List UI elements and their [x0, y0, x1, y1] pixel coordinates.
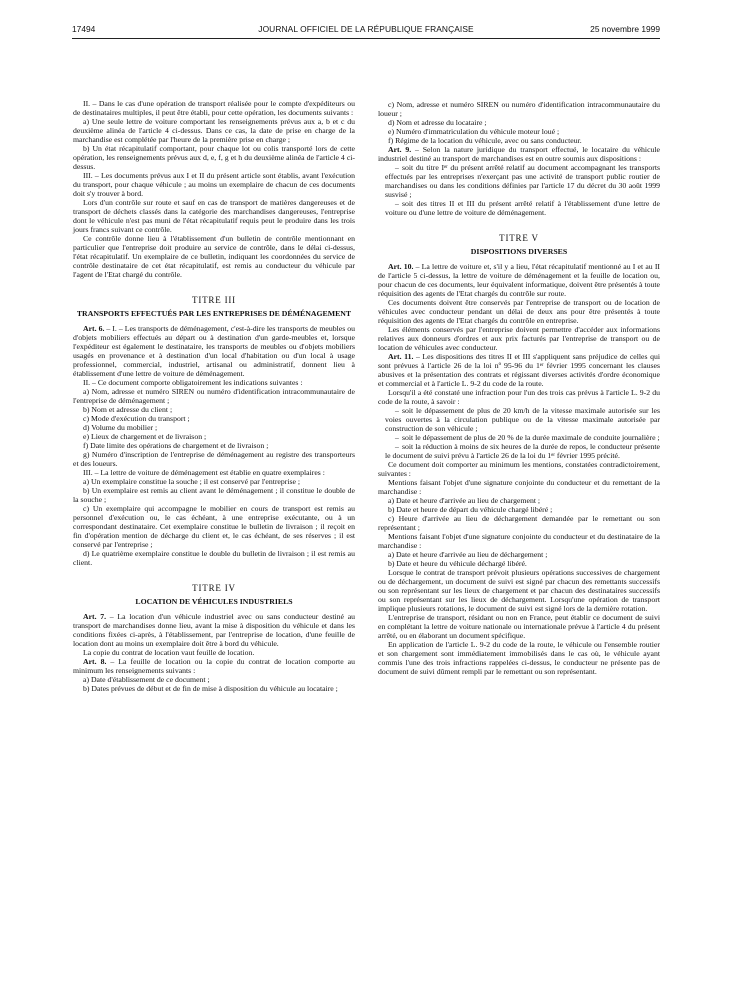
article-paragraph [73, 657, 355, 675]
article-paragraph [73, 324, 355, 378]
list-item: c) Nom, adresse et numéro SIREN ou numéro d'identification intracommunautaire du loueur ; [378, 100, 660, 118]
paragraph: Lors d'un contrôle sur route et sauf en cas de transport de matières dangereuses et de transport de déchets classés dans la catégorie des marchandises dangereuses, l'entreprise dont le véhicule n'est pas muni de l'état récapitulatif requis peut le produire dans les trois jours francs suivant ce contrôle. [73, 198, 355, 234]
list-item: d) Nom et adresse du locataire ; [388, 118, 487, 127]
section-title: TITRE V [499, 233, 539, 243]
paragraph: Mentions faisant l'objet d'une signature conjointe du conducteur et du remettant de la marchandise : [378, 478, 660, 496]
paragraph: II. – Dans le cas d'une opération de transport réalisée pour le compte d'expéditeurs ou de destinataires multiples, il peut être établi, pour cette opération, les documents suivants : [73, 99, 355, 117]
paragraph: Ce contrôle donne lieu à l'établissement d'un bulletin de contrôle mentionnant en particulier que l'entreprise doit produire au service de contrôle, dans le délai ci-dessus, l'état récapitulatif. Un exemplaire de ce bulletin, indiquant les coordonnées du service de contrôle destinataire de cet état récapitulatif, est remis au conducteur du véhicule par l'agent de l'Etat chargé du contrôle. [73, 234, 355, 279]
dash-marker: – [395, 163, 399, 172]
list-item: a) Date et heure d'arrivée au lieu de déchargement ; [388, 550, 548, 559]
list-item: f) Date limite des opérations de chargement et de livraison ; [83, 441, 269, 450]
list-item: b) Date et heure de départ du véhicule chargé libéré ; [388, 505, 553, 514]
article-label: Art. 6. [83, 324, 105, 333]
section-title: TITRE III [192, 295, 236, 305]
paragraph: Les éléments conservés par l'entreprise doivent permettre d'accéder aux informations relatives aux donneurs d'ordres et aux prix facturés par l'entreprise de transport ou de location de véhicules avec conducteur. [378, 325, 660, 352]
list-item: c) Un exemplaire qui accompagne le mobilier en cours de transport est remis au personnel d'exécution ou, le cas échéant, à une entreprise exécutante, ou à un correspondant destinataire. Cet exemplaire constitue le bulletin de livraison ; il reçoit en fin d'opération mention de décharge du client et, le cas échéant, de ses réserves ; il est conservé par l'entreprise ; [73, 504, 355, 549]
list-item: c) Heure d'arrivée au lieu de déchargement demandée par le remettant ou son représentant ; [378, 514, 660, 532]
left-column [73, 99, 355, 693]
list-item: a) Date et heure d'arrivée au lieu de chargement ; [388, 496, 541, 505]
issue-date: 25 novembre 1999 [590, 24, 660, 34]
list-item: e) Lieux de chargement et de livraison ; [83, 432, 207, 441]
article-text: – I. – Les transports de déménagement, c'est-à-dire les transports de meubles ou d'objets mobiliers effectués au départ ou à destination d'un garde-meubles et, lorsque l'expéditeur est également le destinataire, les transports de meubles ou d'objets mobiliers usagés en provenance et à destination d'un local d'habitation ou d'un local à usage professionnel, commercial, industriel, artisanal ou administratif, donnent lieu à établissement d'une lettre de voiture de déménagement. [73, 324, 355, 378]
dash-item [378, 163, 660, 199]
paragraph: Ce document doit comporter au minimum les mentions, constatées contradictoirement, suivantes : [378, 460, 660, 478]
list-item: b) Un exemplaire est remis au client avant le déménagement ; il constitue le double de la souche ; [73, 486, 355, 504]
dash-text: soit le dépassement de plus de 20 km/h de la vitesse maximale autorisée sur les voies ouvertes à la circulation publique ou de la vitesse maximale autorisée par construction de son véhicule ; [385, 406, 660, 433]
article-text: – Selon la nature juridique du transport effectué, le locataire du véhicule industriel destiné au transport de marchandises est en outre soumis aux dispositions : [378, 145, 660, 163]
list-item: g) Numéro d'inscription de l'entreprise de déménagement au registre des transporteurs et des loueurs. [73, 450, 355, 468]
article-paragraph [378, 262, 660, 298]
dash-item [378, 433, 660, 442]
dash-item [378, 406, 660, 433]
article-text: – La feuille de location ou la copie du contrat de location comporte au minimum les renseignements suivants : [73, 657, 355, 675]
article-text: – La location d'un véhicule industriel avec ou sans conducteur destiné au transport de marchandises donne lieu, avant la mise à disposition du véhicule et dans les conditions fixées ci-après, à l'établissement, par l'entreprise de location, d'une feuille de location dont au moins un exemplaire doit être à bord du véhicule. [73, 612, 356, 648]
article-paragraph [378, 352, 660, 388]
dash-text: soit le dépassement de plus de 20 % de la durée maximale de conduite journalière ; [402, 433, 660, 442]
dash-marker: – [395, 199, 399, 208]
article-label: Art. 7. [83, 612, 107, 621]
section-subtitle: TRANSPORTS EFFECTUÉS PAR LES ENTREPRISES DE DÉMÉNAGEMENT [76, 309, 352, 318]
article-label: Art. 8. [83, 657, 107, 666]
paragraph: Lorsqu'il a été constaté une infraction pour l'un des trois cas prévus à l'article L. 9-2 du code de la route, à savoir : [378, 388, 660, 406]
dash-marker: – [395, 442, 399, 451]
section-title: TITRE IV [192, 583, 236, 593]
paragraph: Mentions faisant l'objet d'une signature conjointe du conducteur et du destinataire de la marchandise : [378, 532, 660, 550]
dash-text: soit des titres II et III du présent arrêté relatif à l'établissement d'une lettre de voiture ou d'une lettre de voiture de déménagement. [385, 199, 660, 217]
list-item: d) Volume du mobilier ; [83, 423, 158, 432]
page-header [72, 24, 660, 39]
article-text: – La lettre de voiture et, s'il y a lieu, l'état récapitulatif mentionné au I et au II de l'article 5 ci-dessus, la lettre de voiture de déménagement et la feuille de location ou, pour chacun de ces documents, leur équivalent informatique, doivent être présentés à toute réquisition des agents de l'Etat chargés du contrôle sur route. [378, 262, 660, 298]
paragraph: La copie du contrat de location vaut feuille de location. [83, 648, 255, 657]
list-item: d) Le quatrième exemplaire constitue le double du bulletin de livraison ; il est remis au client. [73, 549, 355, 567]
list-item: a) Un exemplaire constitue la souche ; il est conservé par l'entreprise ; [83, 477, 301, 486]
paragraph: a) Une seule lettre de voiture comportant les renseignements prévus aux a, b et c du deuxième alinéa de l'article 4 ci-dessus. Dans ce cas, la date de prise en charge de la marchandise est complétée par l'heure de la première prise en charge ; [73, 117, 355, 144]
section-subtitle: LOCATION DE VÉHICULES INDUSTRIELS [135, 597, 293, 606]
paragraph: En application de l'article L. 9-2 du code de la route, le véhicule ou l'ensemble routier et son chargement sont immédiatement immobilisés dans le cas où, le véhicule ayant commis l'une des trois infractions rappelées ci-dessus, le conducteur ne présente pas de document de suivi dûment rempli par le remettant ou son représentant. [378, 640, 660, 676]
article-text: – Les dispositions des titres II et III s'appliquent sans préjudice de celles qui sont prévues à l'article 26 de la loi nº 95-96 du 1ᵉʳ février 1995 concernant les clauses abusives et la présentation des contrats et régissant diverses activités d'ordre économique et commercial et à l'article L. 9-2 du code de la route. [378, 352, 660, 388]
dash-text: soit du titre Iᵉʳ du présent arrêté relatif au document accompagnant les transports effectués par les entreprises n'exerçant pas une activité de transport public routier de marchandises ou dans les conditions définies par l'article 17 du décret du 30 août 1999 susvisé ; [385, 163, 660, 199]
section-subtitle: DISPOSITIONS DIVERSES [470, 247, 568, 256]
list-item: f) Régime de la location du véhicule, avec ou sans conducteur. [388, 136, 582, 145]
dash-marker: – [395, 406, 399, 415]
list-item: b) Nom et adresse du client ; [83, 405, 173, 414]
paragraph: Lorsque le contrat de transport prévoit plusieurs opérations successives de chargement ou de déchargement, un document de suivi est signé par chacun des remettants successifs ou son représentant sur les lieux de chargement et par chacun des destinataires successifs ou son représentant sur les lieux de déchargement. Lorsqu'une opération de transport implique plusieurs rotations, le document de suivi est signé lors de la dernière rotation. [378, 568, 660, 613]
journal-title: JOURNAL OFFICIEL DE LA RÉPUBLIQUE FRANÇAISE [258, 24, 474, 34]
list-item: a) Date d'établissement de ce document ; [83, 675, 210, 684]
list-item: b) Date et heure du véhicule déchargé libéré. [388, 559, 527, 568]
paragraph: II. – Ce document comporte obligatoirement les indications suivantes : [83, 378, 303, 387]
dash-text: soit la réduction à moins de six heures de la durée de repos, le conducteur présente le document de suivi prévu à l'article 26 de la loi du 1ᵉʳ février 1995 précité. [385, 442, 660, 460]
paragraph: b) Un état récapitulatif comportant, pour chaque lot ou colis transporté lors de cette opération, les renseignements prévus aux d, e, f, g et h du deuxième alinéa de l'article 4 ci-dessus. [73, 144, 355, 171]
dash-marker: – [395, 433, 399, 442]
right-column [378, 100, 660, 676]
paragraph: L'entreprise de transport, résidant ou non en France, peut établir ce document de suivi en complétant la lettre de voiture nationale ou internationale prévue à l'article 4 du présent arrêté, ou en élaborant un document spécifique. [378, 613, 660, 640]
dash-item [378, 442, 660, 460]
article-label: Art. 9. [388, 145, 412, 154]
paragraph: Ces documents doivent être conservés par l'entreprise de transport ou de location de véhicules avec conducteur pendant un délai de deux ans pour être présentés à toute réquisition des agents de l'Etat chargés du contrôle en entreprise. [378, 298, 660, 325]
list-item: a) Nom, adresse et numéro SIREN ou numéro d'identification intracommunautaire de l'entreprise de déménagement ; [73, 387, 355, 405]
article-paragraph [378, 145, 660, 163]
list-item: b) Dates prévues de début et de fin de mise à disposition du véhicule au locataire ; [83, 684, 338, 693]
article-label: Art. 10. [388, 262, 414, 271]
list-item: c) Mode d'exécution du transport ; [83, 414, 190, 423]
dash-item [378, 199, 660, 217]
paragraph: III. – La lettre de voiture de déménagement est établie en quatre exemplaires : [83, 468, 325, 477]
article-paragraph [73, 612, 355, 648]
list-item: e) Numéro d'immatriculation du véhicule moteur loué ; [388, 127, 560, 136]
article-label: Art. 11. [388, 352, 414, 361]
page-number: 17494 [72, 24, 96, 34]
paragraph: III. – Les documents prévus aux I et II du présent article sont établis, avant l'exécution du transport, pour chaque véhicule ; au moins un exemplaire de chacun de ces documents doit s'y trouver à bord. [73, 171, 355, 198]
